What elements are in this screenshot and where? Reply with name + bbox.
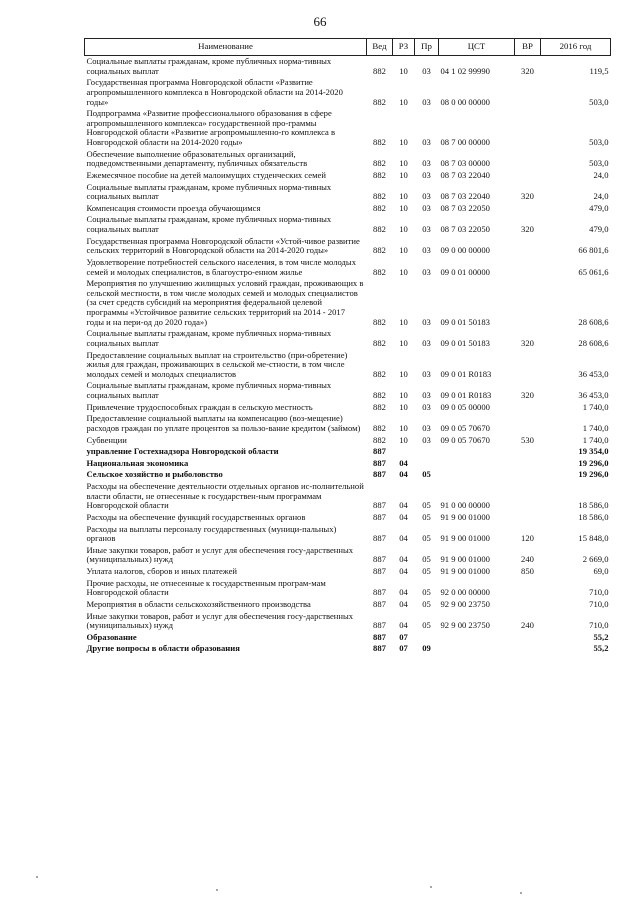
row-ved: 887: [373, 500, 386, 511]
row-sum: 503,0: [589, 137, 609, 147]
row-cst: 08 0 00 00000: [440, 96, 490, 107]
row-vr: [515, 578, 541, 599]
row-name: Расходы на обеспечение функций государственных органов: [86, 511, 306, 522]
row-rz: 10: [399, 337, 408, 348]
row-cst: 92 9 00 23750: [440, 620, 490, 631]
row-rz: 07: [399, 631, 408, 642]
row-sum: 24,0: [593, 191, 609, 202]
row-vr: 120: [521, 533, 534, 544]
row-name: Образование: [86, 631, 137, 642]
row-name: Другие вопросы в области образования: [86, 643, 240, 654]
row-rz: 04: [399, 533, 408, 544]
row-rz: 04: [399, 457, 408, 468]
row-name: Удовлетворение потребностей сельского населения, в том числе молодых семей и молодых специалистов, в благоустро-енном жилье: [86, 256, 356, 277]
row-ved: 887: [373, 631, 386, 642]
row-pr: 05: [422, 620, 431, 631]
row-rz: 07: [399, 643, 408, 654]
row-cst: 09 0 01 00000: [440, 266, 490, 277]
row-pr: 03: [422, 191, 431, 202]
row-ved: 882: [373, 65, 386, 76]
row-rz: 04: [399, 554, 408, 565]
row-name: Субвенции: [86, 434, 127, 445]
row-pr: 05: [422, 533, 431, 544]
row-pr: 03: [422, 368, 431, 379]
row-pr: 03: [422, 390, 431, 400]
row-rz: 04: [399, 566, 408, 576]
row-vr: [515, 108, 541, 149]
table-header-row: [85, 39, 611, 56]
row-cst: 91 0 00 00000: [440, 500, 490, 511]
row-cst: 09 0 01 R0183: [440, 390, 492, 400]
row-name: Предоставление социальной выплаты на компенсацию (воз-мещение) расходов граждан по уплате процентов за пользо-вание кредитом (займом): [86, 413, 361, 433]
row-vr: [515, 481, 541, 512]
row-name: Расходы на обеспечение деятельности отдельных органов ис-полнительной власти области, не отнесенные к государствен-ным программам Новгородской области: [86, 481, 364, 511]
table-row: [85, 435, 611, 447]
table-row: [85, 328, 611, 349]
row-pr: [415, 446, 439, 458]
row-pr: 03: [422, 65, 431, 76]
row-ved: 882: [373, 96, 386, 107]
row-vr: [515, 469, 541, 481]
table-row: [85, 278, 611, 328]
row-rz: 04: [399, 620, 408, 631]
row-rz: [393, 446, 415, 458]
table-row: [85, 350, 611, 381]
table-row: [85, 512, 611, 524]
row-ved: 887: [373, 533, 386, 544]
row-rz: 10: [399, 401, 408, 412]
table-row: [85, 257, 611, 278]
row-sum: 19 296,0: [578, 457, 609, 468]
row-vr: [515, 170, 541, 182]
row-name: Сельское хозяйство и рыболовство: [86, 469, 223, 480]
row-ved: 882: [373, 245, 386, 256]
row-ved: 887: [373, 587, 386, 598]
row-pr: 03: [422, 245, 431, 256]
row-cst: 08 7 03 00000: [440, 158, 490, 169]
row-pr: 05: [422, 598, 431, 609]
row-rz: 10: [399, 245, 408, 256]
row-ved: 882: [373, 422, 386, 433]
row-pr: 03: [422, 316, 431, 327]
row-cst: [439, 469, 515, 481]
row-cst: 92 0 00 00000: [440, 587, 490, 598]
row-sum: 710,0: [589, 587, 609, 598]
row-rz: 10: [399, 158, 408, 169]
row-vr: 530: [521, 434, 534, 445]
header-cst: ЦСТ: [439, 39, 515, 56]
table-row: [85, 214, 611, 235]
row-vr: [515, 458, 541, 470]
table-body: [85, 56, 611, 656]
header-pr: Пр: [415, 39, 439, 56]
table-row: [85, 108, 611, 149]
row-rz: 04: [399, 469, 408, 480]
row-pr: 03: [422, 96, 431, 107]
table-row: [85, 182, 611, 203]
row-ved: 882: [373, 169, 386, 180]
row-pr: 03: [422, 422, 431, 433]
table-row: [85, 578, 611, 599]
row-vr: [515, 402, 541, 414]
row-pr: 03: [422, 137, 431, 147]
row-pr: 03: [422, 224, 431, 234]
row-pr: 05: [422, 587, 431, 598]
row-name: Прочие расходы, не отнесенные к государственным програм-мам Новгородской области: [86, 577, 326, 598]
table-row: [85, 481, 611, 512]
row-rz: 04: [399, 511, 408, 522]
row-vr: 320: [521, 337, 534, 348]
row-ved: 882: [373, 191, 386, 202]
row-name: Государственная программа Новгородской области «Устой-чивое развитие сельских территорий в Новгородской области на 2014-2020 годы»: [86, 235, 360, 256]
row-sum: 19 354,0: [578, 446, 609, 457]
table-row: [85, 77, 611, 108]
row-ved: 882: [373, 390, 386, 400]
row-pr: 03: [422, 266, 431, 277]
table-row: [85, 566, 611, 578]
header-year: 2016 год: [541, 39, 611, 56]
row-ved: 887: [373, 469, 386, 480]
table-row: [85, 203, 611, 215]
row-ved: 887: [373, 620, 386, 631]
row-name: Привлечение трудоспособных граждан в сельскую местность: [86, 401, 313, 412]
row-cst: [439, 458, 515, 470]
row-ved: 882: [373, 337, 386, 348]
row-sum: 15 848,0: [578, 533, 609, 544]
row-rz: 10: [399, 266, 408, 277]
row-vr: 240: [521, 554, 534, 565]
row-pr: 03: [422, 202, 431, 213]
row-cst: 08 7 03 22050: [440, 224, 490, 234]
row-cst: 09 0 05 70670: [440, 422, 490, 433]
row-ved: 887: [373, 446, 386, 457]
row-sum: 119,5: [589, 65, 609, 76]
row-vr: [515, 413, 541, 434]
row-cst: 91 9 00 01000: [440, 511, 490, 522]
row-sum: 28 608,6: [578, 316, 609, 327]
row-vr: 850: [521, 566, 534, 576]
table-row: [85, 524, 611, 545]
row-pr: 05: [422, 511, 431, 522]
row-ved: 887: [373, 566, 386, 576]
row-ved: 882: [373, 316, 386, 327]
row-pr: [415, 458, 439, 470]
row-sum: 710,0: [589, 598, 609, 609]
row-sum: 710,0: [589, 620, 609, 631]
row-rz: 10: [399, 368, 408, 379]
row-pr: 03: [422, 337, 431, 348]
table-row: [85, 170, 611, 182]
row-rz: 04: [399, 500, 408, 511]
row-rz: 04: [399, 598, 408, 609]
row-sum: 479,0: [589, 202, 609, 213]
row-vr: [515, 236, 541, 257]
row-rz: 10: [399, 169, 408, 180]
row-cst: 04 1 02 99990: [440, 65, 490, 76]
row-pr: 05: [422, 469, 431, 480]
table-row: [85, 402, 611, 414]
row-pr: 03: [422, 434, 431, 445]
row-cst: 91 9 00 01000: [440, 566, 490, 576]
row-cst: 08 7 03 22040: [440, 191, 490, 202]
row-rz: 10: [399, 191, 408, 202]
row-ved: 882: [373, 137, 386, 147]
row-vr: [515, 512, 541, 524]
row-ved: 882: [373, 434, 386, 445]
row-ved: 882: [373, 224, 386, 234]
row-sum: 24,0: [593, 169, 609, 180]
row-sum: 19 296,0: [578, 469, 609, 480]
row-cst: 09 0 01 50183: [440, 316, 490, 327]
row-cst: 09 0 05 00000: [440, 401, 490, 412]
row-rz: 10: [399, 65, 408, 76]
row-sum: 65 061,6: [578, 266, 609, 277]
row-sum: 479,0: [589, 224, 609, 234]
row-name: Социальные выплаты гражданам, кроме публичных норма-тивных социальных выплат: [86, 380, 332, 400]
row-name: Социальные выплаты гражданам, кроме публичных норма-тивных социальных выплат: [86, 328, 332, 348]
row-ved: 887: [373, 643, 386, 654]
table-row: [85, 380, 611, 401]
row-sum: 18 586,0: [578, 500, 609, 511]
row-pr: 03: [422, 169, 431, 180]
row-vr: [515, 278, 541, 328]
header-ved: Вед: [367, 39, 393, 56]
row-name: Ежемесячное пособие на детей малоимущих студенческих семей: [86, 169, 326, 180]
table-row: [85, 446, 611, 458]
row-vr: 240: [521, 620, 534, 631]
row-sum: 36 453,0: [578, 390, 609, 400]
row-pr: 03: [422, 401, 431, 412]
row-vr: [515, 350, 541, 381]
table-row: [85, 611, 611, 632]
row-sum: 1 740,0: [582, 401, 609, 412]
row-name: Расходы на выплаты персоналу государственных (муници-пальных) органов: [86, 523, 337, 544]
row-sum: 36 453,0: [578, 368, 609, 379]
row-vr: 320: [521, 65, 534, 76]
table-row: [85, 469, 611, 481]
row-pr: [415, 632, 439, 644]
row-vr: [515, 632, 541, 644]
row-vr: [515, 446, 541, 458]
row-name: Компенсация стоимости проезда обучающимся: [86, 202, 261, 213]
row-name: Социальные выплаты гражданам, кроме публичных норма-тивных социальных выплат: [86, 181, 332, 202]
row-ved: 882: [373, 158, 386, 169]
row-cst: 08 7 03 22040: [440, 169, 490, 180]
row-name: Предоставление социальных выплат на строительство (при-обретение) жилья для граждан, проживающих в сельской ме-стности, в том числе молодых семей и молодых специалистов: [86, 349, 348, 379]
row-vr: [515, 257, 541, 278]
row-rz: 04: [399, 587, 408, 598]
row-cst: 08 7 03 22050: [440, 202, 490, 213]
row-cst: 09 0 01 50183: [440, 337, 490, 348]
row-cst: [439, 643, 515, 655]
header-rz: РЗ: [393, 39, 415, 56]
scan-speck: [216, 889, 218, 891]
row-name: Мероприятия по улучшению жилищных условий граждан, проживающих в сельской местности, в том числе молодых семей и молодых специалистов (за счет средств субсидий на мероприятия федеральной целевой программы «Устойчивое развитие сельских территорий на 2014 - 2017 годы и на пери-од до 2020 года»): [86, 278, 364, 327]
row-vr: 320: [521, 224, 534, 234]
table-row: [85, 632, 611, 644]
row-name: Государственная программа Новгородской области «Развитие агропромышленного комплекса в Новгородской области на 2014-2020 годы»: [86, 77, 343, 107]
row-name: Подпрограмма «Развитие профессионального образования в сфере агропромышленного комплекса» государственной про-граммы Новгородской области «Развитие агропромышленно-го комплекса в Новгородской области на 2014-2020 годы»: [86, 108, 336, 147]
table-row: [85, 56, 611, 78]
row-rz: 10: [399, 202, 408, 213]
row-cst: 09 0 00 00000: [440, 245, 490, 256]
table-row: [85, 413, 611, 434]
row-name: Мероприятия в области сельскохозяйственного производства: [86, 598, 311, 609]
row-sum: 18 586,0: [578, 511, 609, 522]
row-cst: 92 9 00 23750: [440, 598, 490, 609]
row-cst: [439, 446, 515, 458]
row-cst: 08 7 00 00000: [440, 137, 490, 147]
row-sum: 28 608,6: [578, 337, 609, 348]
row-pr: 03: [422, 158, 431, 169]
row-ved: 882: [373, 202, 386, 213]
page-number: 66: [313, 14, 327, 29]
row-name: Обеспечение выполнение образовательных организаций, подведомственными департаменту, публичных обязательств: [86, 148, 308, 169]
row-rz: 10: [399, 316, 408, 327]
row-pr: 05: [422, 500, 431, 511]
row-sum: 1 740,0: [582, 422, 609, 433]
row-ved: 887: [373, 554, 386, 565]
row-sum: 66 801,6: [578, 245, 609, 256]
scan-speck: [430, 886, 432, 888]
row-sum: 55,2: [593, 631, 609, 642]
row-ved: 887: [373, 457, 386, 468]
row-rz: 10: [399, 137, 408, 147]
row-cst: 91 9 00 01000: [440, 533, 490, 544]
row-vr: 320: [521, 390, 534, 400]
row-sum: 69,0: [593, 566, 609, 576]
row-ved: 887: [373, 511, 386, 522]
row-vr: [515, 643, 541, 655]
row-name: Уплата налогов, сборов и иных платежей: [86, 566, 238, 576]
row-name: управление Гостехнадзора Новгородской области: [86, 446, 279, 457]
row-ved: 882: [373, 266, 386, 277]
row-pr: 05: [422, 566, 431, 576]
scan-speck: [520, 892, 522, 894]
row-rz: 10: [399, 434, 408, 445]
row-rz: 10: [399, 224, 408, 234]
row-vr: 320: [521, 191, 534, 202]
table-row: [85, 236, 611, 257]
row-name: Иные закупки товаров, работ и услуг для обеспечения госу-дарственных (муниципальных) нужд: [86, 610, 354, 631]
table-row: [85, 458, 611, 470]
row-vr: [515, 203, 541, 215]
row-cst: 09 0 05 70670: [440, 434, 490, 445]
row-cst: 09 0 01 R0183: [440, 368, 492, 379]
row-pr: 05: [422, 554, 431, 565]
row-sum: 2 669,0: [582, 554, 609, 565]
budget-table: [84, 38, 611, 655]
row-rz: 10: [399, 390, 408, 400]
table-row: [85, 149, 611, 170]
header-vr: ВР: [515, 39, 541, 56]
row-rz: 10: [399, 96, 408, 107]
row-name: Национальная экономика: [86, 457, 189, 468]
row-name: Социальные выплаты гражданам, кроме публичных норма-тивных социальных выплат: [86, 214, 332, 234]
row-cst: 91 9 00 01000: [440, 554, 490, 565]
row-rz: 10: [399, 422, 408, 433]
row-ved: 882: [373, 368, 386, 379]
row-cst: [439, 632, 515, 644]
header-name: Наименование: [85, 39, 367, 56]
row-pr: 09: [422, 643, 431, 654]
row-sum: 55,2: [593, 643, 609, 654]
row-vr: [515, 149, 541, 170]
row-sum: 1 740,0: [582, 434, 609, 445]
table-row: [85, 545, 611, 566]
table-row: [85, 643, 611, 655]
row-ved: 887: [373, 598, 386, 609]
row-ved: 882: [373, 401, 386, 412]
row-sum: 503,0: [589, 158, 609, 169]
table-row: [85, 599, 611, 611]
row-vr: [515, 77, 541, 108]
row-name: Иные закупки товаров, работ и услуг для обеспечения госу-дарственных (муниципальных) нужд: [86, 544, 354, 565]
row-sum: 503,0: [589, 96, 609, 107]
scan-speck: [36, 876, 38, 878]
row-name: Социальные выплаты гражданам, кроме публичных норма-тивных социальных выплат: [86, 56, 332, 76]
row-vr: [515, 599, 541, 611]
